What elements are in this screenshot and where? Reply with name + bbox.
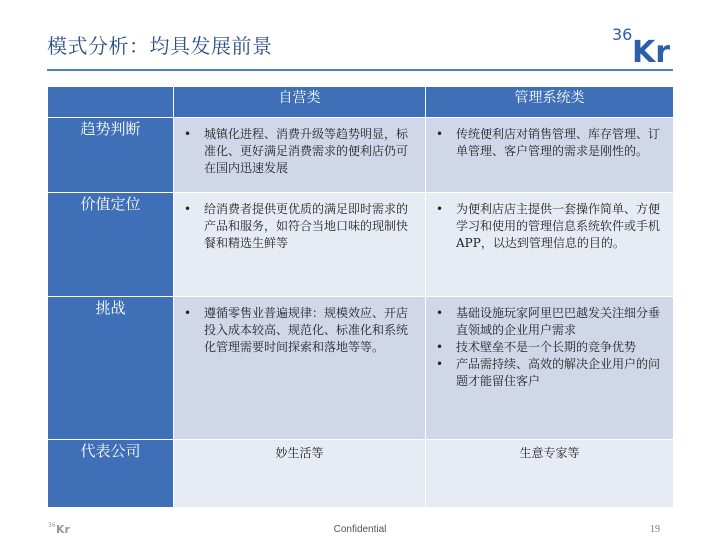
36kr-logo: [610, 22, 672, 64]
company-self: 妙生活等: [275, 446, 324, 460]
company-system: 生意专家等: [519, 446, 580, 460]
list-item: • 产品需持续、高效的解决企业用户的问题才能留住客户: [434, 356, 661, 390]
cell-self: [174, 193, 426, 297]
logo-kr: Kr: [632, 35, 671, 64]
cell-self: [174, 118, 426, 193]
list-item: • 传统便利店对销售管理、库存管理、订单管理、客户管理的需求是刚性的。: [434, 126, 661, 160]
cell-system: [426, 193, 674, 297]
row-label: 代表公司: [48, 440, 174, 508]
logo-36: 36: [612, 25, 633, 44]
cell-self: [174, 440, 426, 508]
title-divider: [47, 69, 673, 71]
list-item: • 基础设施玩家阿里巴巴越发关注细分垂直领域的企业用户需求: [434, 305, 661, 339]
comparison-table: [47, 86, 674, 508]
list-item: • 给消费者提供更优质的满足即时需求的产品和服务，如符合当地口味的现制快餐和精选生鲜等: [182, 201, 413, 252]
cell-system: [426, 297, 674, 440]
cell-self: [174, 297, 426, 440]
table-row: [48, 440, 674, 508]
row-label: 价值定位: [48, 193, 174, 297]
header-self-operated: 自营类: [174, 87, 426, 118]
list-item: • 技术壁垒不是一个长期的竞争优势: [434, 339, 661, 356]
confidential-label: Confidential: [333, 524, 387, 535]
list-item: • 遵循零售业普遍规律：规模效应、开店投入成本较高、规范化、标准化和系统化管理需要时间探索和落地等等。: [182, 305, 413, 356]
cell-system: [426, 440, 674, 508]
footer-logo-36: 36: [48, 522, 56, 529]
row-label: 挑战: [48, 297, 174, 440]
row-label: 趋势判断: [48, 118, 174, 193]
page-number: 19: [650, 524, 660, 535]
header-management-system: 管理系统类: [426, 87, 674, 118]
page-title: 模式分析：均具发展前景: [47, 34, 273, 58]
header-corner: [48, 87, 174, 118]
footer-logo-kr: Kr: [56, 523, 70, 534]
list-item: • 城镇化进程、消费升级等趋势明显，标准化、更好满足消费需求的便利店仍可在国内迅速发展: [182, 126, 413, 177]
table-row: [48, 297, 674, 440]
table-row: [48, 193, 674, 297]
header-row: [48, 87, 674, 118]
list-item: • 为便利店店主提供一套操作简单、方便学习和使用的管理信息系统软件或手机APP，以达到管理信息的目的。: [434, 201, 661, 252]
table-row: [48, 118, 674, 193]
cell-system: [426, 118, 674, 193]
